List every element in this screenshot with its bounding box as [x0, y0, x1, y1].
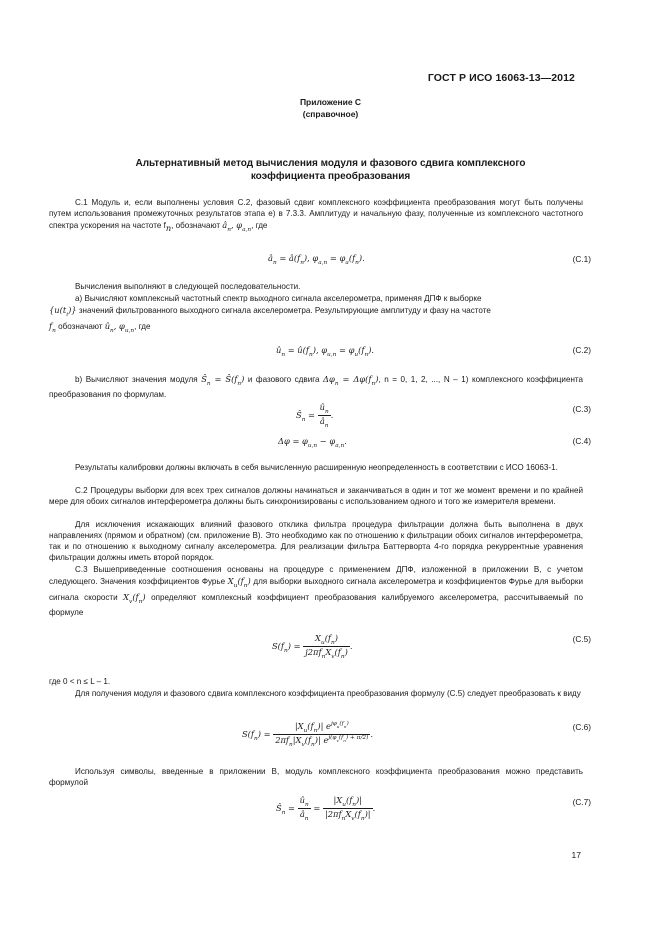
formula-c5: $S(f_n)$ = $\frac{X_u(f_n)}{j2\pi f_nX_v(f_n)}$ .: [272, 633, 353, 660]
section-title-line2: коэффициента преобразования: [250, 171, 411, 182]
formula-c3: $Ŝ_n$ = $\frac{û_n}{â_n}$ .: [296, 402, 334, 429]
equation-label-c1: (С.1): [572, 254, 591, 264]
step-b-text-3: комплексного коэффициента преобразования по формулам.: [49, 375, 584, 399]
equation-label-c6: (С.6): [572, 722, 591, 732]
section-title-line1: Альтернативный метод вычисления модуля и фазового сдвига комплексного: [135, 158, 526, 169]
step-a-text-3: обозначают: [58, 321, 103, 331]
paragraph-results: Результаты калибровки должны включать в себя вычисленную расширенную неопределенность в соответствии с ИСО 16063-1.: [75, 463, 558, 472]
paragraph-where-range: где 0 < n ≤ L – 1.: [49, 677, 111, 686]
c3-text-3: определяют комплексный коэффициент преобразования калибруемого акселерометра, рассчитываемый по формуле: [49, 592, 584, 617]
paragraph-compute-intro: Вычисления выполняют в следующей последовательности.: [75, 282, 301, 291]
paragraph-symbols: Используя символы, введенные в приложении В, модуль комплексного коэффициента преобразования можно представить формулой: [49, 767, 583, 787]
c1-text: С.1 Модуль и, если выполнены условия С.2, фазовый сдвиг комплексного коэффициента преобразования могут быть получены путем использования промежуточных результатов этапа е) в 7.3.3. Амплитуду и начальную фазу, полученные из комплексного частотного спектра ускорения на частоте f: [49, 198, 583, 230]
step-b-text-1: b) Вычисляют значения модуля: [75, 375, 198, 384]
standard-header: ГОСТ Р ИСО 16063-13—2012: [427, 72, 575, 84]
equation-label-c4: (С.4): [572, 436, 591, 446]
c3-text-1: С.3 Вышеприведенные соотношения основаны на процедуре с применением ДПФ, изложенной в приложении В, с учетом следующего. Значения коэффициентов Фурье: [49, 565, 583, 586]
step-a-text-4: , где: [134, 321, 151, 331]
paragraph-c2: С.2 Процедуры выборки для всех трех сигналов должны начинаться и заканчиваться в один и тот же момент времени и по крайней мере для обоих сигналов интерферометра должны быть синхронизированы с использованием одного и того же измерителя времени.: [49, 486, 583, 506]
step-b-text-2: и фазового сдвига: [247, 375, 320, 384]
formula-c6: $S(f_n)$ = $\frac{|X_u(f_n)| e^{j\varphi_u(f_n)}}{2\pi f_n|X_v(f_n)| e^{j(\varphi_v(f_n) + \pi/2)}}$ .: [242, 721, 373, 748]
equation-label-c7: (С.7): [572, 797, 591, 807]
paragraph-phase-exclusion: Для исключения искажающих влияний фазового отклика фильтра процедура фильтрации должна быть выполнена в двух направлениях (прямом и обратном) (см. приложение В). Это необходимо как по отношению к фильтрации обоих сигналов интерферометра, так и по отношению к выходному сигналу акселерометра. Для реализации фильтра Баттерворта 4-го порядка рекуррентные уравнения фильтрации должны иметь второй порядок.: [49, 520, 583, 562]
equation-label-c2: (С.2): [572, 345, 591, 355]
step-b-range: , n = 0, 1, 2, ..., N – 1): [378, 375, 469, 384]
annex-title: Приложение С: [299, 97, 362, 107]
step-a-sample-symbol: $\{u(t_i)\}$: [49, 304, 77, 318]
paragraph-c1: С.1 Модуль и, если выполнены условия С.2, фазовый сдвиг комплексного коэффициента преобразования могут быть получены путем использования промежуточных результатов этапа е) в 7.3.3. Амплитуду и начальную фазу, полученные из комплексного частотного спектра ускорения на частоте $f_n$, обозначают $â_n$, $\varphi_{a,n}$, где: [49, 198, 583, 233]
paragraph-transform: Для получения модуля и фазового сдвига комплексного коэффициента преобразования формулу (С.5) следует преобразовать к виду: [75, 689, 581, 698]
step-a-text-2: значений фильтрованного выходного сигнала акселерометра. Результирующие амплитуду и фазу на частоте: [78, 305, 491, 315]
c1-symbols: $â_n$, $\varphi_{a,n}$: [222, 219, 252, 233]
paragraph-step-b: b) Вычисляют значения модуля $Ŝ_n$ = $Ŝ(f_n)$ и фазового сдвига $\Delta\varphi_n = \Delta\varphi(f_n)$, n = 0, 1, 2, ..., N – 1) комплексного коэффициента преобразования по формулам.: [49, 374, 584, 399]
paragraph-step-a: а) Вычисляют комплексный частотный спектр выходного сигнала акселерометра, применяя ДПФ к выборке $\{u(t_i)\}$ значений фильтрованного выходного сигнала акселерометра. Результирующие амплитуду и фазу на частоте $f_n$ обозначают $û_n$, $\varphi_{u,n}$, где: [49, 294, 491, 334]
annex-subtitle: (справочное): [302, 109, 359, 119]
section-title: [60, 157, 601, 183]
c3-text-2: для выборки выходного сигнала акселерометра и коэффициентов Фурье для выборки сигнала скорости: [49, 576, 583, 602]
equation-label-c3: (С.3): [572, 404, 591, 414]
page-number: 17: [571, 850, 581, 860]
c1-text-tail: , обозначают: [171, 220, 221, 230]
formula-c2: $û_n$ = $û(f_n)$, $\varphi_{u,n} = \varphi_u(f_n)$.: [276, 345, 375, 358]
paragraph-c3: С.3 Вышеприведенные соотношения основаны на процедуре с применением ДПФ, изложенной в приложении В, с учетом следующего. Значения коэффициентов Фурье $X_u(f_n)$ для выборки выходного сигнала акселерометра и коэффициентов Фурье для выборки сигнала скорости $X_v(f_n)$ определяют комплексный коэффициент преобразования калибруемого акселерометра, рассчитываемый по формуле: [49, 565, 584, 617]
equation-label-c5: (С.5): [572, 634, 591, 644]
step-a-text-1: а) Вычисляют комплексный частотный спектр выходного сигнала акселерометра, применяя ДПФ к выборке: [75, 294, 482, 303]
c1-text-end: , где: [251, 220, 268, 230]
formula-c1: $â_n$ = $â(f_n)$, $\varphi_{a,n} = \varphi_a(f_n)$.: [268, 253, 365, 266]
formula-c4: $\Delta\varphi = \varphi_{u,n} - \varphi_{a,n}$.: [278, 436, 347, 449]
formula-c7: $Ŝ_n$ = $\frac{û_n}{â_n}$ = $\frac{|X_u(f_n)|}{|2\pi f_nX_v(f_n)|}$ .: [276, 795, 376, 822]
